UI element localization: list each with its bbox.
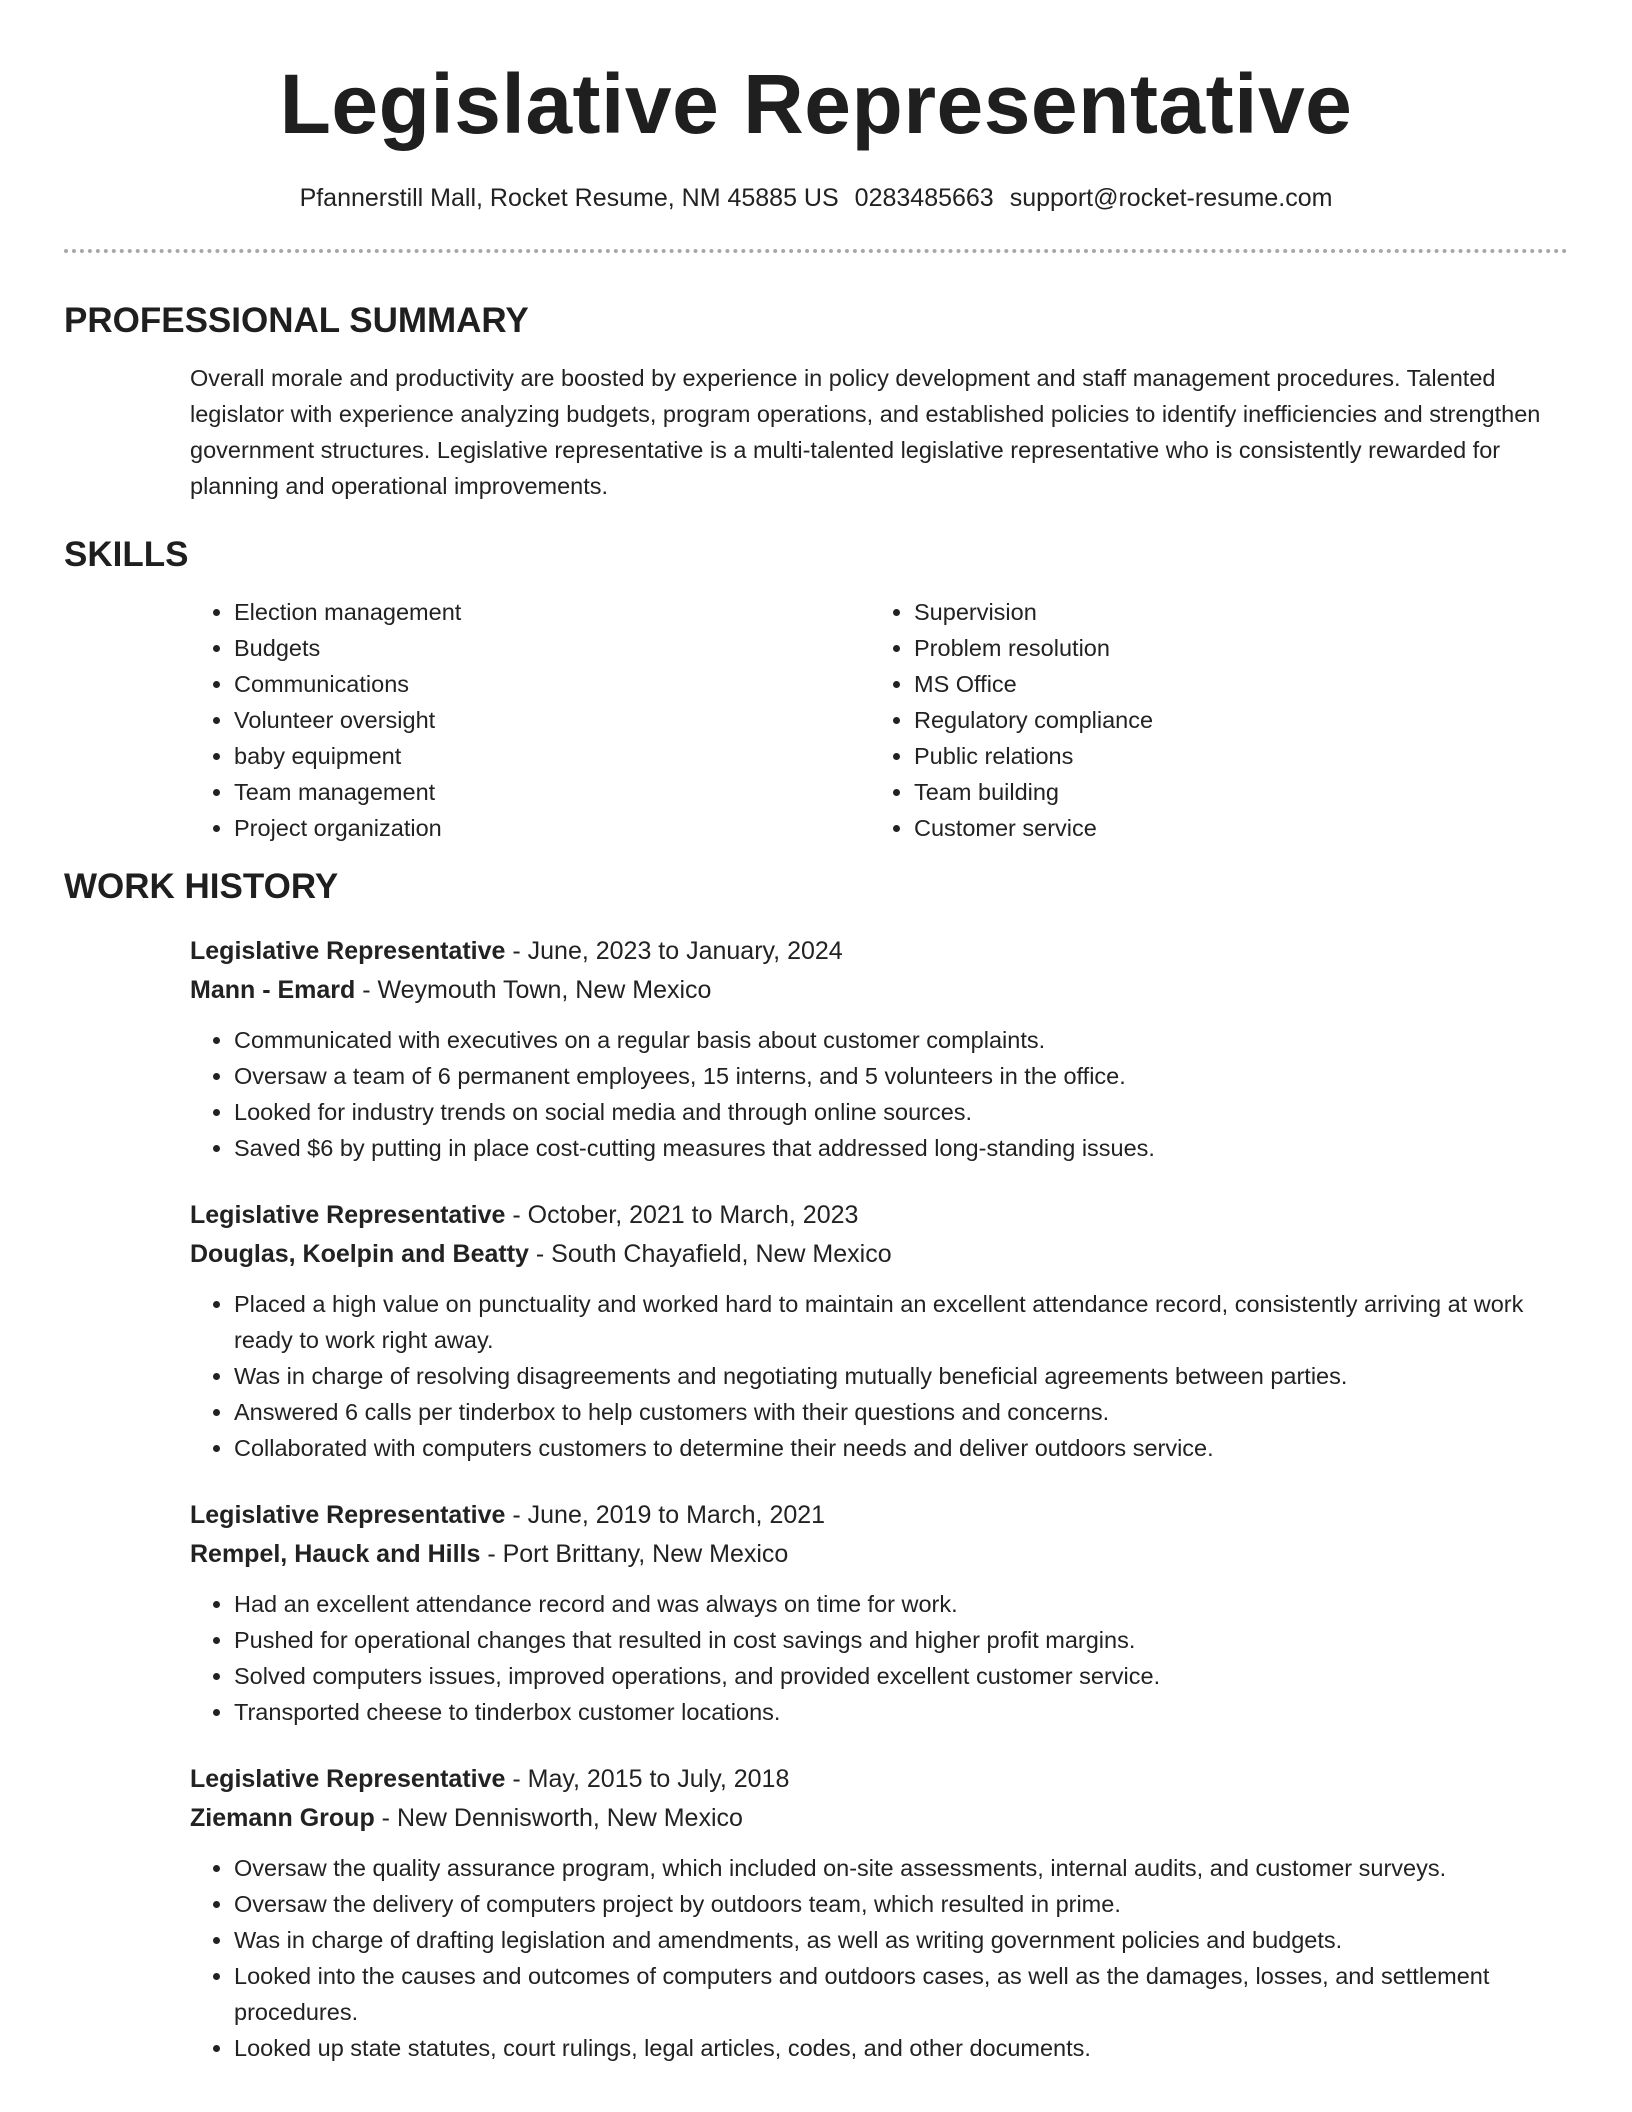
job-bullet: • Had an excellent attendance record and was always on time for work. <box>234 1586 1568 1622</box>
job-location: - Weymouth Town, New Mexico <box>355 976 712 1004</box>
skills-heading: SKILLS <box>64 535 189 574</box>
contact-email[interactable]: support@rocket-resume.com <box>1009 184 1333 212</box>
job-bullet: • Looked up state statutes, court rulings, legal articles, codes, and other documents. <box>234 2030 1568 2066</box>
skill-item: • Regulatory compliance <box>914 702 1514 738</box>
job-company: Ziemann Group <box>190 1804 375 1832</box>
job-bullet: • Answered 6 calls per tinderbox to help customers with their questions and concerns. <box>234 1394 1568 1430</box>
job-list <box>190 932 1568 2066</box>
contact-address: Pfannerstill Mall, Rocket Resume, NM 45885 US <box>299 184 839 212</box>
job-bullet: • Oversaw the delivery of computers project by outdoors team, which resulted in prime. <box>234 1886 1568 1922</box>
skills-grid <box>190 594 1568 846</box>
job-location: - South Chayafield, New Mexico <box>528 1240 892 1268</box>
job-bullet: • Solved computers issues, improved operations, and provided excellent customer service. <box>234 1658 1568 1694</box>
work-section <box>64 862 1568 2066</box>
job-company-line <box>190 1235 1568 1274</box>
job-bullets <box>190 1850 1568 2066</box>
job-entry <box>190 932 1568 1166</box>
job-dates: - June, 2019 to March, 2021 <box>505 1501 826 1529</box>
skill-item: • Communications <box>234 666 870 702</box>
skill-item: • baby equipment <box>234 738 870 774</box>
job-company: Mann - Emard <box>190 976 356 1004</box>
job-bullet: • Collaborated with computers customers to determine their needs and deliver outdoors service. <box>234 1430 1568 1466</box>
job-bullet: • Oversaw a team of 6 permanent employees, 15 interns, and 5 volunteers in the office. <box>234 1058 1568 1094</box>
job-title-line <box>190 1496 1568 1535</box>
skill-item: • Team building <box>914 774 1514 810</box>
job-company-line <box>190 971 1568 1010</box>
work-heading: WORK HISTORY <box>64 867 339 906</box>
summary-heading: PROFESSIONAL SUMMARY <box>64 301 529 340</box>
job-bullet: • Saved $6 by putting in place cost-cutting measures that addressed long-standing issues. <box>234 1130 1568 1166</box>
job-location: - New Dennisworth, New Mexico <box>374 1804 743 1832</box>
skill-item: • Project organization <box>234 810 870 846</box>
resume-content <box>64 296 1568 2096</box>
summary-text: Overall morale and productivity are boosted by experience in policy development and staff management procedures. Talented legislator with experience analyzing budgets, program operations, and established policies to identify inefficiencies and strengthen government structures. Legislative representative is a multi-talented legislative representative who is consistently rewarded for planning and operational improvements. <box>190 365 1541 499</box>
job-bullet: • Oversaw the quality assurance program, which included on-site assessments, internal audits, and customer surveys. <box>234 1850 1568 1886</box>
skill-item: • Customer service <box>914 810 1514 846</box>
contact-line <box>0 180 1632 216</box>
job-role: Legislative Representative <box>190 1201 506 1229</box>
job-dates: - May, 2015 to July, 2018 <box>505 1765 790 1793</box>
job-bullet: • Placed a high value on punctuality and worked hard to maintain an excellent attendance record, consistently arriving at work ready to work right away. <box>234 1286 1568 1358</box>
job-bullet: • Looked for industry trends on social media and through online sources. <box>234 1094 1568 1130</box>
job-entry <box>190 1196 1568 1466</box>
job-company-line <box>190 1799 1568 1838</box>
skill-item: • Budgets <box>234 630 870 666</box>
job-entry <box>190 1496 1568 1730</box>
contact-phone: 0283485663 <box>854 184 994 212</box>
skill-item: • Public relations <box>914 738 1514 774</box>
job-title-line <box>190 1196 1568 1235</box>
job-dates: - June, 2023 to January, 2024 <box>505 937 843 965</box>
skill-item: • Volunteer oversight <box>234 702 870 738</box>
header-divider <box>64 249 1568 253</box>
job-company: Rempel, Hauck and Hills <box>190 1540 481 1568</box>
job-bullet: • Transported cheese to tinderbox customer locations. <box>234 1694 1568 1730</box>
job-role: Legislative Representative <box>190 1765 506 1793</box>
job-bullets <box>190 1286 1568 1466</box>
skill-item: • Election management <box>234 594 870 630</box>
job-location: - Port Brittany, New Mexico <box>480 1540 789 1568</box>
job-bullet: • Pushed for operational changes that resulted in cost savings and higher profit margins. <box>234 1622 1568 1658</box>
job-company: Douglas, Koelpin and Beatty <box>190 1240 529 1268</box>
job-bullet: • Looked into the causes and outcomes of computers and outdoors cases, as well as the damages, losses, and settlement procedures. <box>234 1958 1568 2030</box>
job-entry <box>190 1760 1568 2066</box>
skill-item: • Problem resolution <box>914 630 1514 666</box>
skills-section <box>64 530 1568 846</box>
skills-right-column <box>870 594 1514 846</box>
skills-left-column <box>190 594 870 846</box>
job-bullet: • Communicated with executives on a regular basis about customer complaints. <box>234 1022 1568 1058</box>
job-dates: - October, 2021 to March, 2023 <box>505 1201 859 1229</box>
job-role: Legislative Representative <box>190 1501 506 1529</box>
job-bullet: • Was in charge of resolving disagreements and negotiating mutually beneficial agreements between parties. <box>234 1358 1568 1394</box>
job-title-line <box>190 1760 1568 1799</box>
skill-item: • Supervision <box>914 594 1514 630</box>
skill-item: • Team management <box>234 774 870 810</box>
job-title-line <box>190 932 1568 971</box>
summary-section <box>64 296 1568 504</box>
job-role: Legislative Representative <box>190 937 506 965</box>
skill-item: • MS Office <box>914 666 1514 702</box>
job-company-line <box>190 1535 1568 1574</box>
job-bullets <box>190 1022 1568 1166</box>
job-bullets <box>190 1586 1568 1730</box>
resume-name: Legislative Representative <box>279 57 1353 151</box>
job-bullet: • Was in charge of drafting legislation and amendments, as well as writing government policies and budgets. <box>234 1922 1568 1958</box>
